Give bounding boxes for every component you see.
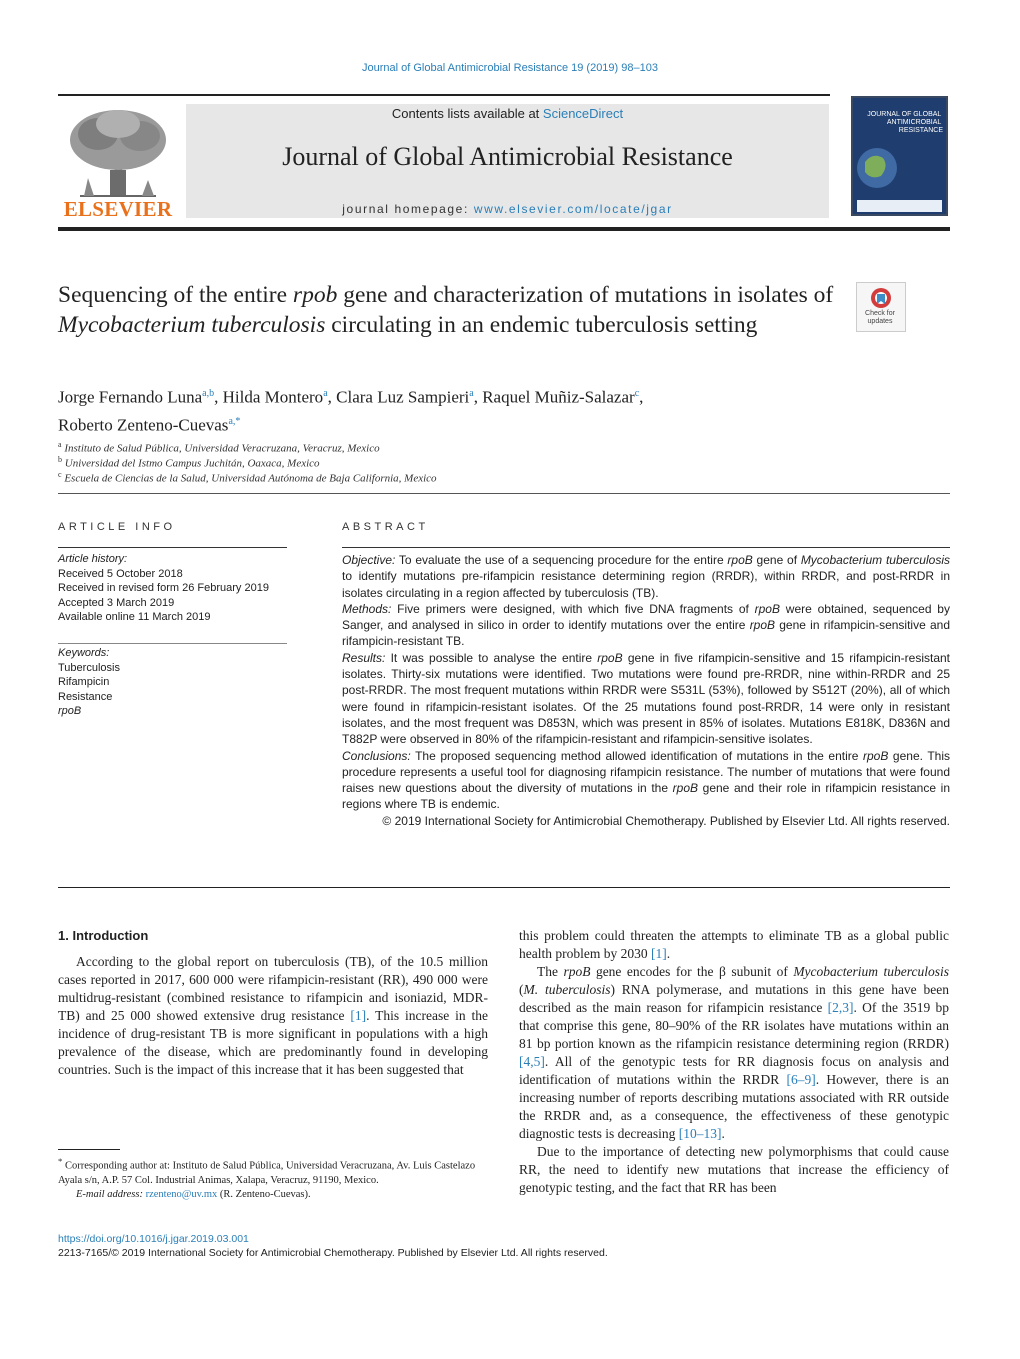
abstract-objective: Objective: To evaluate the use of a sequencing procedure for the entire rpoB gene of Mycobacterium tuberculosis to identify mutations pre-rifampicin resistance determining region (RRDR), within RRDR, and post-RRDR in isolates circulating in a region affected by tuberculosis (TB). [342, 553, 950, 600]
author-name[interactable]: Hilda Montero [222, 387, 324, 407]
journal-reference[interactable]: Journal of Global Antimicrobial Resistance 19 (2019) 98–103 [362, 62, 658, 74]
keyword: rpoB [58, 705, 82, 718]
affiliation-b: $^b$ Universidad del Istmo Campus Juchitán, Oaxaca, Mexico [58, 455, 320, 470]
author-list: Jorge Fernando Luna$^{a,b}$, Hilda Montero$^a$, Clara Luz Sampieri$^a$, Raquel Muñiz-Salazar$^c$, Roberto Zenteno-Cuevas$^{a,*}$ [58, 387, 644, 435]
citation-link[interactable]: [4,5] [519, 1054, 545, 1069]
keyword: Rifampicin [58, 676, 110, 689]
abstract-heading: ABSTRACT [342, 521, 429, 533]
citation-link[interactable]: [6–9] [786, 1072, 816, 1087]
body-paragraph: this problem could threaten the attempts to eliminate TB as a global public health problem by 2030 [1]. [519, 928, 949, 961]
crossmark-label[interactable]: Check for updates [865, 310, 895, 325]
sciencedirect-link[interactable]: ScienceDirect [542, 106, 624, 121]
author-name[interactable]: Roberto Zenteno-Cuevas [58, 415, 229, 435]
affiliation-a: $^a$ Instituto de Salud Pública, Universidad Veracruzana, Veracruz, Mexico [58, 440, 380, 455]
history-revised: Received in revised form 26 February 2019 [58, 582, 269, 595]
article-info-heading: ARTICLE INFO [58, 521, 176, 533]
citation-link[interactable]: [1] [650, 946, 667, 961]
body-rule [58, 887, 950, 888]
history-accepted: Accepted 3 March 2019 [58, 596, 175, 609]
journal-title: Journal of Global Antimicrobial Resistance [282, 142, 733, 171]
affiliation-c: $^c$ Escuela de Ciencias de la Salud, Universidad Autónoma de Baja California, Mexico [58, 470, 437, 485]
body-left-column [58, 927, 488, 1079]
contents-available-line: Contents lists available at ScienceDirect [391, 106, 624, 121]
citation-link[interactable]: [10–13] [678, 1126, 722, 1141]
body-paragraph: The rpoB gene encodes for the β subunit of Mycobacterium tuberculosis (M. tuberculosis) RNA polymerase, and mutations in this gene have been described as the main reason for rifampicin resistance [2,3]. Of the 3519 bp that comprise this gene, 80–90% of the RR isolates have mutations within an 81 bp portion known as the rifampicin resistance determining region (RRDR) [4,5]. All of the genotypic tests for RR diagnosis focus on analysis and identification of mutations within the RRDR [6–9]. However, there is an increasing number of reports describing mutations associated with RR outside the RRDR and, as a consequence, the effectiveness of these genotypic diagnostic tests is decreasing [10–13]. [519, 964, 949, 1141]
journal-cover-thumbnail[interactable] [851, 96, 948, 216]
author-name[interactable]: Clara Luz Sampieri [336, 387, 470, 407]
abstract-copyright: © 2019 International Society for Antimicrobial Chemotherapy. Published by Elsevier Ltd. All rights reserved. [382, 813, 950, 828]
abstract-rule [342, 547, 950, 548]
section-heading-introduction: 1. Introduction [58, 928, 149, 943]
journal-homepage-line: journal homepage: www.elsevier.com/locate/jgar [342, 202, 673, 216]
author-name[interactable]: Jorge Fernando Luna [58, 387, 203, 407]
email-link[interactable]: rzenteno@uv.mx [145, 1188, 218, 1200]
history-online: Available online 11 March 2019 [58, 611, 211, 624]
issn-copyright-line: 2213-7165/© 2019 International Society for Antimicrobial Chemotherapy. Published by Elsevier Ltd. All rights reserved. [58, 1247, 608, 1259]
elsevier-wordmark: ELSEVIER [63, 197, 173, 221]
citation-link[interactable]: [1] [350, 1008, 367, 1023]
cover-title-text: JOURNAL OF GLOBAL ANTIMICROBIAL RESISTANCE [867, 111, 943, 134]
history-received: Received 5 October 2018 [58, 567, 183, 580]
body-paragraph: According to the global report on tuberculosis (TB), of the 10.5 million cases reported in 2017, 600 000 were rifampicin-resistant (RR), 490 000 were multidrug-resistant (combined resistance to rifampicin and isoniazid, MDR-TB) and 25 000 showed extensive drug resistance [1]. This increase in the incidence of drug-resistant TB is more significant in populations with a high prevalence of the disease, which are predominantly found in developing countries. Such is the impact of this increase that it has been suggested that [58, 954, 488, 1077]
header-top-rule [58, 94, 830, 96]
abstract-methods: Methods: Five primers were designed, with which five DNA fragments of rpoB were obtained, sequenced by Sanger, and analysed in silico in order to identify mutations over the entire rpoB gene in rifampicin-sensitive and rifampicin-resistant TB. [342, 601, 950, 649]
footnote-rule [58, 1149, 120, 1150]
journal-homepage-link[interactable]: www.elsevier.com/locate/jgar [473, 202, 673, 216]
abstract-results: Results: It was possible to analyse the entire rpoB gene in five rifampicin-sensitive and 15 rifampicin-resistant isolates. Thirty-six mutations were identified. Two mutations were found pre-RRDR, nine within-RRDR and 25 post-RRDR. The most frequent mutations within RRDR were S531L (53%), followed by S512T (20%), all of which were found in rifampicin-resistant isolates. Of the 25 mutations found post-RRDR, 14 were only in resistant isolates, and the most frequent was D853N, which was present in 85% of isolates. Mutations E818K, D836N and T882P were observed in 80% of the rifampicin-resistant and rifampicin-sensitive isolates. [342, 650, 950, 747]
article-info-rule [58, 547, 287, 548]
keyword: Resistance [58, 690, 113, 703]
article-title: Sequencing of the entire rpob gene and characterization of mutations in isolates of Mycobacterium tuberculosis circulating in an endemic tuberculosis setting [58, 282, 834, 338]
body-paragraph: Due to the importance of detecting new polymorphisms that could cause RR, the need to identify new mutations that increase the efficiency of genotypic testing, and the fact that RR has been [519, 1144, 949, 1195]
body-right-column [519, 927, 949, 1197]
citation-link[interactable]: [2,3] [827, 1000, 854, 1015]
abstract-body [342, 552, 950, 829]
keyword: Tuberculosis [58, 661, 120, 674]
corresponding-author-footnote: * Corresponding author at: Instituto de Salud Pública, Universidad Veracruzana, Av. Luis Castelazo Ayala s/n, A.P. 57 Col. Industrial Animas, Xalapa, Veracruz, 91190, Mexico. E-mail address: rzenteno@uv.mx (R. Zenteno-Cuevas). [58, 1156, 476, 1200]
keywords-list: Keywords: Tuberculosis Rifampicin Resistance rpoB [58, 646, 287, 719]
header-bottom-rule [58, 227, 950, 231]
article-history: Article history: Received 5 October 2018 Received in revised form 26 February 2019 Accepted 3 March 2019 Available online 11 March 2019 [58, 552, 287, 625]
author-name[interactable]: Raquel Muñiz-Salazar [482, 387, 635, 407]
abstract-conclusions: Conclusions: The proposed sequencing method allowed identification of mutations in the entire rpoB gene. This procedure represents a useful tool for diagnosing rifampicin resistance. The number of mutations that were found raises new questions about the diversity of mutations in the rpoB gene and their role in rifampicin resistance in regions where TB is endemic. [342, 748, 950, 812]
doi-link[interactable]: https://doi.org/10.1016/j.jgar.2019.03.001 [58, 1233, 249, 1245]
affiliations-rule [58, 493, 950, 494]
keywords-rule [58, 643, 287, 644]
